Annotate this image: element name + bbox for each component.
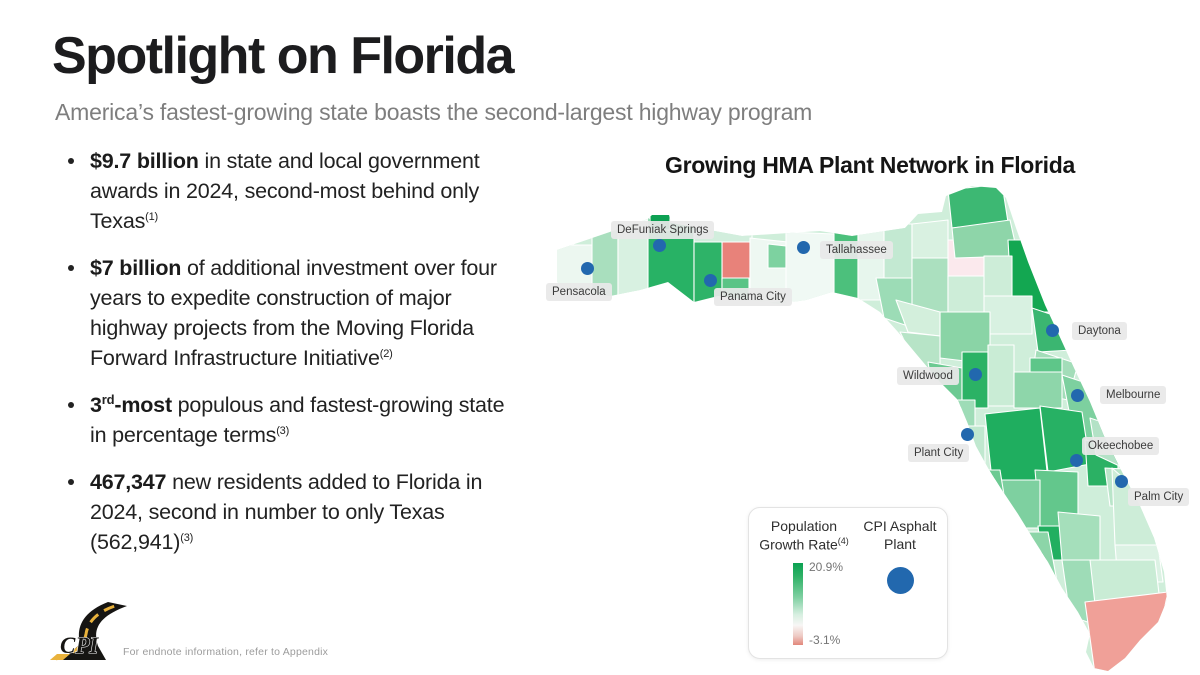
city-label: Pensacola — [546, 283, 612, 301]
city-plant-dot-icon — [1071, 389, 1084, 402]
page-subtitle: America’s fastest-growing state boasts the second-largest highway program — [55, 99, 813, 125]
city-label: Palm City — [1128, 488, 1189, 506]
cpi-logo-text: CPI — [60, 633, 99, 658]
asphalt-plant-marker-icon — [887, 567, 914, 594]
legend-growth-title: Population Growth Rate$^{(4)}$ — [759, 518, 849, 553]
legend-plant-title: CPI Asphalt Plant — [863, 518, 937, 552]
legend-growth-column — [749, 518, 859, 554]
bullet-item: $7 billion of additional investment over four years to expedite construction of major highway projects from the Moving Florida Forward Infrastructure Initiative$^{(2)}$ — [64, 253, 526, 373]
map-title: Growing HMA Plant Network in Florida — [664, 152, 1076, 178]
city-label: Panama City — [714, 288, 792, 306]
city-plant-dot-icon — [1070, 454, 1083, 467]
city-plant-dot-icon — [1046, 324, 1059, 337]
city-plant-dot-icon — [961, 428, 974, 441]
city-plant-dot-icon — [704, 274, 717, 287]
gradient-max-value: 20.9% — [809, 560, 844, 574]
cpi-logo — [48, 600, 132, 662]
city-plant-dot-icon — [581, 262, 594, 275]
gradient-bar — [793, 563, 803, 645]
city-label: Okeechobee — [1082, 437, 1159, 455]
city-label: DeFuniak Springs — [611, 221, 714, 239]
city-label: Tallahassee — [820, 241, 893, 259]
city-label: Daytona — [1072, 322, 1127, 340]
city-plant-dot-icon — [969, 368, 982, 381]
legend-growth-endnote: (4) — [837, 535, 849, 546]
growth-rate-gradient — [793, 561, 883, 647]
city-label: Melbourne — [1100, 386, 1166, 404]
city-plant-dot-icon — [797, 241, 810, 254]
city-plant-dot-icon — [1115, 475, 1128, 488]
endnote-footer: For endnote information, refer to Appendix — [123, 646, 329, 658]
bullet-item: $9.7 billion in state and local government awards in 2024, second-most behind only Texas$^{(1)}$ — [64, 146, 526, 236]
page-title: Spotlight on Florida — [52, 27, 514, 85]
bullet-item: 467,347 new residents added to Florida in 2024, second in number to only Texas (562,941)$^{(3)}$ — [64, 467, 526, 557]
city-label: Wildwood — [897, 367, 959, 385]
city-label: Plant City — [908, 444, 969, 462]
bullet-item: 3rd-most populous and fastest-growing state in percentage terms$^{(3)}$ — [64, 390, 526, 450]
map-legend — [748, 507, 948, 659]
city-plant-dot-icon — [653, 239, 666, 252]
gradient-min-value: -3.1% — [809, 633, 841, 647]
